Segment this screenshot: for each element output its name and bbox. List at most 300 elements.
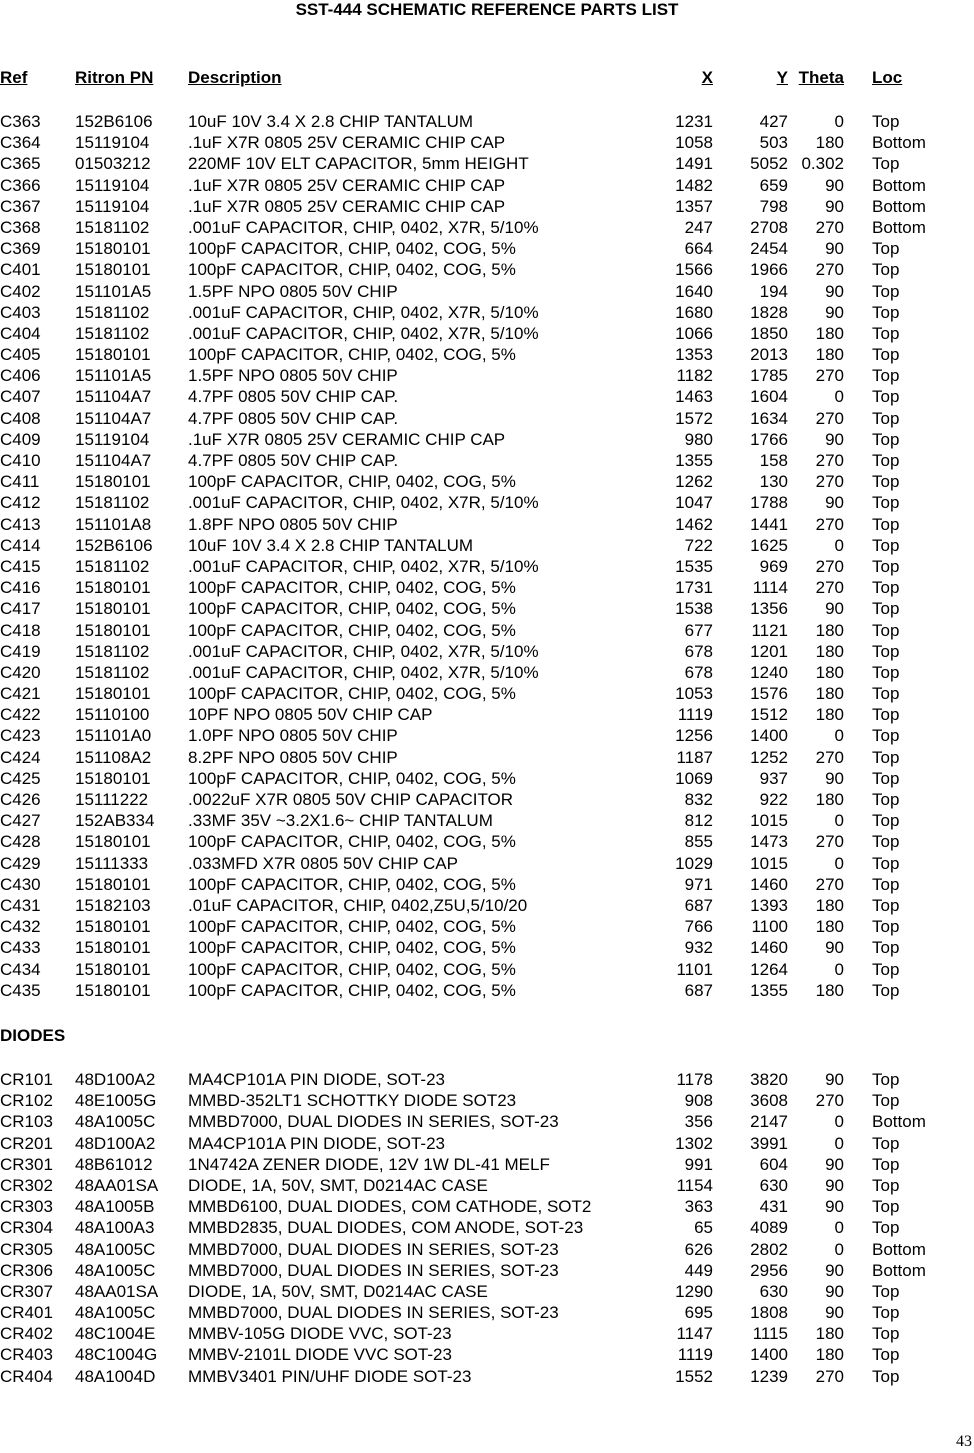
description-cell: .1uF X7R 0805 25V CERAMIC CHIP CAP xyxy=(188,429,506,449)
y-cell: 937 xyxy=(759,768,788,788)
theta-cell: 270 xyxy=(815,472,844,492)
theta-cell: 0 xyxy=(834,1133,844,1153)
theta-cell: 180 xyxy=(815,133,844,153)
pn-cell: 15119104 xyxy=(75,429,150,449)
theta-cell: 90 xyxy=(825,1154,844,1174)
loc-cell: Top xyxy=(872,323,900,343)
description-cell: DIODE, 1A, 50V, SMT, D0214AC CASE xyxy=(188,1175,488,1195)
ref-cell: C421 xyxy=(0,684,41,704)
loc-cell: Top xyxy=(872,980,900,1000)
loc-cell: Top xyxy=(872,345,900,365)
table-row xyxy=(0,429,974,450)
loc-cell: Top xyxy=(872,768,900,788)
loc-cell: Top xyxy=(872,1091,900,1111)
table-row xyxy=(0,1344,974,1365)
loc-cell: Top xyxy=(872,959,900,979)
pn-cell: 15180101 xyxy=(75,917,151,937)
y-cell: 1460 xyxy=(750,938,788,958)
ref-cell: C402 xyxy=(0,281,41,301)
loc-cell: Bottom xyxy=(872,175,926,195)
diode-table xyxy=(0,1069,974,1387)
ref-cell: C426 xyxy=(0,790,41,809)
x-cell: 1290 xyxy=(675,1281,713,1301)
x-cell: 687 xyxy=(684,980,713,1000)
loc-cell: Top xyxy=(872,1133,900,1153)
pn-cell: 15110100 xyxy=(75,705,150,725)
x-cell: 1231 xyxy=(675,112,713,131)
loc-cell: Bottom xyxy=(872,196,926,216)
theta-cell: 180 xyxy=(815,641,844,661)
pn-cell: 151104A7 xyxy=(75,387,152,407)
theta-cell: 270 xyxy=(815,747,844,767)
pn-cell: 151104A7 xyxy=(75,451,152,470)
theta-cell: 0 xyxy=(834,1112,844,1132)
description-cell: 100pF CAPACITOR, CHIP, 0402, COG, 5% xyxy=(188,832,516,852)
ref-cell: CR304 xyxy=(0,1218,53,1238)
pn-cell: 152B6106 xyxy=(75,535,153,555)
description-cell: .01uF CAPACITOR, CHIP, 0402,Z5U,5/10/20 xyxy=(188,895,528,915)
theta-cell: 90 xyxy=(825,493,844,513)
ref-cell: C401 xyxy=(0,260,41,280)
y-cell: 2147 xyxy=(750,1112,788,1132)
y-cell: 3608 xyxy=(750,1091,788,1111)
ref-cell: C422 xyxy=(0,705,41,725)
pn-cell: 15180101 xyxy=(75,345,151,365)
ref-cell: CR401 xyxy=(0,1303,53,1323)
pn-cell: 15111333 xyxy=(75,853,149,873)
x-cell: 1119 xyxy=(677,705,713,725)
x-cell: 1147 xyxy=(676,1324,713,1344)
table-row xyxy=(0,1111,974,1132)
ref-cell: C367 xyxy=(0,196,41,216)
theta-cell: 0.302 xyxy=(801,154,844,174)
table-row xyxy=(0,895,974,916)
loc-cell: Top xyxy=(872,747,900,767)
y-cell: 4089 xyxy=(750,1218,788,1238)
ref-cell: C413 xyxy=(0,514,41,534)
loc-cell: Top xyxy=(872,1303,900,1323)
table-row xyxy=(0,1196,974,1217)
theta-cell: 0 xyxy=(834,853,844,873)
description-cell: 1N4742A ZENER DIODE, 12V 1W DL-41 MELF xyxy=(188,1154,550,1174)
y-cell: 659 xyxy=(759,175,788,195)
y-cell: 1828 xyxy=(750,302,788,322)
x-cell: 1463 xyxy=(675,387,713,407)
y-cell: 1264 xyxy=(750,959,788,979)
table-row xyxy=(0,620,974,641)
loc-cell: Top xyxy=(872,1345,900,1365)
page-title: SST-444 SCHEMATIC REFERENCE PARTS LIST xyxy=(295,0,679,19)
ref-cell: C435 xyxy=(0,980,41,1000)
pn-cell: 48A1005C xyxy=(75,1303,156,1323)
pn-cell: 15181102 xyxy=(75,493,150,513)
ref-cell: C424 xyxy=(0,747,41,767)
description-cell: 220MF 10V ELT CAPACITOR, 5mm HEIGHT xyxy=(188,154,529,174)
x-cell: 664 xyxy=(684,239,713,259)
x-cell: 1357 xyxy=(675,196,713,216)
description-cell: 1.5PF NPO 0805 50V CHIP xyxy=(188,281,398,301)
x-cell: 812 xyxy=(684,811,713,831)
loc-cell: Top xyxy=(872,493,900,513)
section-heading-diodes: DIODES xyxy=(0,1026,66,1045)
pn-cell: 15180101 xyxy=(75,684,151,704)
loc-cell: Top xyxy=(872,429,900,449)
ref-cell: C419 xyxy=(0,641,41,661)
x-cell: 908 xyxy=(684,1091,713,1111)
pn-cell: 15119104 xyxy=(75,175,150,195)
pn-cell: 48A1005C xyxy=(75,1112,156,1132)
x-cell: 1353 xyxy=(675,345,713,365)
table-row xyxy=(0,471,974,492)
ref-cell: C407 xyxy=(0,387,41,407)
ref-cell: C405 xyxy=(0,345,41,365)
ref-cell: CR404 xyxy=(0,1366,53,1386)
y-cell: 969 xyxy=(759,556,788,576)
pn-cell: 48AA01SA xyxy=(75,1281,159,1301)
y-cell: 1115 xyxy=(752,1324,788,1344)
table-row xyxy=(0,1260,974,1281)
theta-cell: 270 xyxy=(815,408,844,428)
theta-cell: 180 xyxy=(815,662,844,682)
loc-cell: Top xyxy=(872,366,900,386)
loc-cell: Top xyxy=(872,1324,900,1344)
description-cell: MMBD7000, DUAL DIODES IN SERIES, SOT-23 xyxy=(188,1239,559,1259)
theta-cell: 0 xyxy=(834,959,844,979)
loc-cell: Top xyxy=(872,1197,900,1217)
loc-cell: Top xyxy=(872,662,900,682)
theta-cell: 0 xyxy=(834,1218,844,1238)
ref-cell: C406 xyxy=(0,366,41,386)
pn-cell: 48C1004G xyxy=(75,1345,158,1365)
y-cell: 1239 xyxy=(750,1366,788,1386)
loc-cell: Top xyxy=(872,451,900,470)
table-row xyxy=(0,111,974,132)
table-row xyxy=(0,132,974,153)
table-row xyxy=(0,853,974,874)
description-cell: 10uF 10V 3.4 X 2.8 CHIP TANTALUM xyxy=(188,112,474,131)
pn-cell: 15180101 xyxy=(75,578,151,598)
x-cell: 1256 xyxy=(675,726,713,746)
x-cell: 687 xyxy=(684,895,713,915)
description-cell: .001uF CAPACITOR, CHIP, 0402, X7R, 5/10% xyxy=(188,493,539,513)
loc-cell: Top xyxy=(872,154,900,174)
y-cell: 194 xyxy=(759,281,788,301)
table-row xyxy=(0,1239,974,1260)
table-row xyxy=(0,259,974,280)
table-row xyxy=(0,916,974,937)
table-row xyxy=(0,641,974,662)
description-cell: .1uF X7R 0805 25V CERAMIC CHIP CAP xyxy=(188,175,506,195)
description-cell: .1uF X7R 0805 25V CERAMIC CHIP CAP xyxy=(188,133,506,153)
table-row xyxy=(0,1069,974,1090)
pn-cell: 151101A0 xyxy=(75,726,152,746)
pn-cell: 15181102 xyxy=(75,641,150,661)
table-row xyxy=(0,408,974,429)
y-cell: 2708 xyxy=(750,217,788,237)
loc-cell: Top xyxy=(872,1281,900,1301)
pn-cell: 15180101 xyxy=(75,959,151,979)
x-cell: 247 xyxy=(684,217,713,237)
theta-cell: 0 xyxy=(834,1239,844,1259)
table-row xyxy=(0,810,974,831)
theta-cell: 90 xyxy=(825,175,844,195)
col-y-header: Y xyxy=(776,68,788,87)
table-row xyxy=(0,175,974,196)
ref-cell: CR102 xyxy=(0,1091,53,1111)
ref-cell: C429 xyxy=(0,853,41,873)
x-cell: 1302 xyxy=(675,1133,713,1153)
description-cell: .001uF CAPACITOR, CHIP, 0402, X7R, 5/10% xyxy=(188,662,539,682)
pn-cell: 15180101 xyxy=(75,472,151,492)
description-cell: 100pF CAPACITOR, CHIP, 0402, COG, 5% xyxy=(188,874,516,894)
ref-cell: C364 xyxy=(0,133,41,153)
description-cell: 100pF CAPACITOR, CHIP, 0402, COG, 5% xyxy=(188,472,516,492)
loc-cell: Top xyxy=(872,1218,900,1238)
y-cell: 630 xyxy=(759,1175,788,1195)
x-cell: 1047 xyxy=(675,493,713,513)
theta-cell: 270 xyxy=(815,514,844,534)
x-cell: 722 xyxy=(684,535,713,555)
theta-cell: 90 xyxy=(825,281,844,301)
pn-cell: 152B6106 xyxy=(75,112,153,131)
theta-cell: 90 xyxy=(825,196,844,216)
y-cell: 1252 xyxy=(750,747,788,767)
description-cell: 4.7PF 0805 50V CHIP CAP. xyxy=(188,408,399,428)
theta-cell: 270 xyxy=(815,260,844,280)
ref-cell: C410 xyxy=(0,451,41,470)
x-cell: 980 xyxy=(684,429,713,449)
pn-cell: 15119104 xyxy=(75,196,150,216)
x-cell: 363 xyxy=(684,1197,713,1217)
description-cell: 4.7PF 0805 50V CHIP CAP. xyxy=(188,387,399,407)
pn-cell: 15181102 xyxy=(75,323,150,343)
col-desc-header: Description xyxy=(188,68,282,87)
ref-cell: C368 xyxy=(0,217,41,237)
y-cell: 1625 xyxy=(750,535,788,555)
loc-cell: Top xyxy=(872,1070,900,1089)
y-cell: 1100 xyxy=(751,917,788,937)
description-cell: MMBD-352LT1 SCHOTTKY DIODE SOT23 xyxy=(188,1091,517,1111)
x-cell: 855 xyxy=(684,832,713,852)
x-cell: 1731 xyxy=(675,578,713,598)
description-cell: 100pF CAPACITOR, CHIP, 0402, COG, 5% xyxy=(188,938,516,958)
col-ref-header: Ref xyxy=(0,68,28,87)
description-cell: 8.2PF NPO 0805 50V CHIP xyxy=(188,747,398,767)
x-cell: 971 xyxy=(684,874,713,894)
table-row xyxy=(0,492,974,513)
x-cell: 678 xyxy=(684,662,713,682)
theta-cell: 270 xyxy=(815,217,844,237)
table-row xyxy=(0,980,974,1001)
loc-cell: Bottom xyxy=(872,217,926,237)
pn-cell: 151101A8 xyxy=(75,514,152,534)
loc-cell: Top xyxy=(872,112,900,131)
x-cell: 1462 xyxy=(675,514,713,534)
table-row xyxy=(0,747,974,768)
theta-cell: 270 xyxy=(815,1366,844,1386)
loc-cell: Top xyxy=(872,832,900,852)
theta-cell: 180 xyxy=(815,684,844,704)
description-cell: 100pF CAPACITOR, CHIP, 0402, COG, 5% xyxy=(188,578,516,598)
y-cell: 1634 xyxy=(750,408,788,428)
y-cell: 427 xyxy=(759,112,788,131)
theta-cell: 270 xyxy=(815,556,844,576)
y-cell: 1766 xyxy=(750,429,788,449)
table-row xyxy=(0,1366,974,1387)
x-cell: 1154 xyxy=(676,1175,713,1195)
col-theta-header: Theta xyxy=(798,68,844,87)
description-cell: .001uF CAPACITOR, CHIP, 0402, X7R, 5/10% xyxy=(188,641,539,661)
ref-cell: C366 xyxy=(0,175,41,195)
x-cell: 1262 xyxy=(675,472,713,492)
ref-cell: C431 xyxy=(0,895,41,915)
y-cell: 1114 xyxy=(752,578,788,598)
x-cell: 1058 xyxy=(675,133,713,153)
description-cell: 100pF CAPACITOR, CHIP, 0402, COG, 5% xyxy=(188,980,516,1000)
description-cell: MMBD7000, DUAL DIODES IN SERIES, SOT-23 xyxy=(188,1260,559,1280)
loc-cell: Top xyxy=(872,599,900,619)
table-row xyxy=(0,789,974,810)
table-row xyxy=(0,344,974,365)
pn-cell: 48D100A2 xyxy=(75,1070,156,1089)
pn-cell: 15180101 xyxy=(75,260,151,280)
ref-cell: CR306 xyxy=(0,1260,53,1280)
table-row xyxy=(0,1090,974,1111)
pn-cell: 15180101 xyxy=(75,768,151,788)
y-cell: 1355 xyxy=(750,980,788,1000)
column-header-row xyxy=(0,68,974,89)
table-row xyxy=(0,281,974,302)
table-row xyxy=(0,725,974,746)
description-cell: MMBD7000, DUAL DIODES IN SERIES, SOT-23 xyxy=(188,1112,559,1132)
y-cell: 503 xyxy=(759,133,788,153)
ref-cell: C427 xyxy=(0,811,41,831)
x-cell: 1482 xyxy=(675,175,713,195)
description-cell: 100pF CAPACITOR, CHIP, 0402, COG, 5% xyxy=(188,599,516,619)
theta-cell: 270 xyxy=(815,874,844,894)
y-cell: 1604 xyxy=(750,387,788,407)
theta-cell: 90 xyxy=(825,938,844,958)
loc-cell: Top xyxy=(872,895,900,915)
pn-cell: 15180101 xyxy=(75,832,151,852)
x-cell: 766 xyxy=(684,917,713,937)
description-cell: 10uF 10V 3.4 X 2.8 CHIP TANTALUM xyxy=(188,535,474,555)
ref-cell: C415 xyxy=(0,556,41,576)
loc-cell: Top xyxy=(872,556,900,576)
ref-cell: CR301 xyxy=(0,1154,53,1174)
theta-cell: 0 xyxy=(834,387,844,407)
y-cell: 2454 xyxy=(750,239,788,259)
y-cell: 1460 xyxy=(750,874,788,894)
theta-cell: 180 xyxy=(815,1345,844,1365)
x-cell: 626 xyxy=(684,1239,713,1259)
capacitor-table xyxy=(0,111,974,1001)
loc-cell: Top xyxy=(872,302,900,322)
pn-cell: 48D100A2 xyxy=(75,1133,156,1153)
description-cell: .001uF CAPACITOR, CHIP, 0402, X7R, 5/10% xyxy=(188,323,539,343)
y-cell: 2013 xyxy=(750,345,788,365)
theta-cell: 0 xyxy=(834,726,844,746)
pn-cell: 15180101 xyxy=(75,980,151,1000)
y-cell: 3991 xyxy=(750,1133,788,1153)
x-cell: 1187 xyxy=(676,747,713,767)
theta-cell: 90 xyxy=(825,1281,844,1301)
theta-cell: 0 xyxy=(834,112,844,131)
x-cell: 1640 xyxy=(675,281,713,301)
table-row xyxy=(0,365,974,386)
pn-cell: 48A1005C xyxy=(75,1239,156,1259)
x-cell: 65 xyxy=(694,1218,713,1238)
x-cell: 1178 xyxy=(676,1070,713,1089)
loc-cell: Top xyxy=(872,726,900,746)
table-row xyxy=(0,556,974,577)
loc-cell: Top xyxy=(872,853,900,873)
loc-cell: Top xyxy=(872,408,900,428)
loc-cell: Top xyxy=(872,620,900,640)
ref-cell: C411 xyxy=(0,472,40,492)
ref-cell: C408 xyxy=(0,408,41,428)
loc-cell: Top xyxy=(872,684,900,704)
loc-cell: Top xyxy=(872,535,900,555)
description-cell: 1.8PF NPO 0805 50V CHIP xyxy=(188,514,398,534)
theta-cell: 0 xyxy=(834,535,844,555)
ref-cell: C430 xyxy=(0,874,41,894)
x-cell: 1053 xyxy=(675,684,713,704)
y-cell: 1966 xyxy=(750,260,788,280)
pn-cell: 48C1004E xyxy=(75,1324,156,1344)
pn-cell: 15111222 xyxy=(75,790,149,809)
description-cell: 1.5PF NPO 0805 50V CHIP xyxy=(188,366,398,386)
loc-cell: Top xyxy=(872,281,900,301)
table-row xyxy=(0,683,974,704)
loc-cell: Bottom xyxy=(872,133,926,153)
theta-cell: 180 xyxy=(815,345,844,365)
y-cell: 1512 xyxy=(750,705,788,725)
description-cell: 10PF NPO 0805 50V CHIP CAP xyxy=(188,705,433,725)
x-cell: 1029 xyxy=(675,853,713,873)
y-cell: 604 xyxy=(759,1154,788,1174)
description-cell: .1uF X7R 0805 25V CERAMIC CHIP CAP xyxy=(188,196,506,216)
description-cell: MMBD6100, DUAL DIODES, COM CATHODE, SOT2 xyxy=(188,1197,592,1217)
x-cell: 1491 xyxy=(675,154,713,174)
pn-cell: 151104A7 xyxy=(75,408,152,428)
y-cell: 1785 xyxy=(750,366,788,386)
loc-cell: Bottom xyxy=(872,1260,926,1280)
y-cell: 5052 xyxy=(750,154,788,174)
pn-cell: 01503212 xyxy=(75,154,151,174)
y-cell: 922 xyxy=(759,790,788,809)
description-cell: 1.0PF NPO 0805 50V CHIP xyxy=(188,726,398,746)
col-pn-header: Ritron PN xyxy=(75,68,154,87)
loc-cell: Top xyxy=(872,260,900,280)
table-row xyxy=(0,662,974,683)
col-loc-header: Loc xyxy=(872,68,903,87)
x-cell: 1355 xyxy=(675,451,713,470)
y-cell: 2956 xyxy=(750,1260,788,1280)
y-cell: 1015 xyxy=(750,853,788,873)
ref-cell: CR101 xyxy=(0,1070,53,1089)
loc-cell: Top xyxy=(872,578,900,598)
loc-cell: Top xyxy=(872,917,900,937)
x-cell: 678 xyxy=(684,641,713,661)
table-row xyxy=(0,450,974,471)
ref-cell: CR402 xyxy=(0,1324,53,1344)
x-cell: 1566 xyxy=(675,260,713,280)
description-cell: .33MF 35V ~3.2X1.6~ CHIP TANTALUM xyxy=(188,811,493,831)
ref-cell: C365 xyxy=(0,154,41,174)
theta-cell: 270 xyxy=(815,366,844,386)
theta-cell: 180 xyxy=(815,705,844,725)
